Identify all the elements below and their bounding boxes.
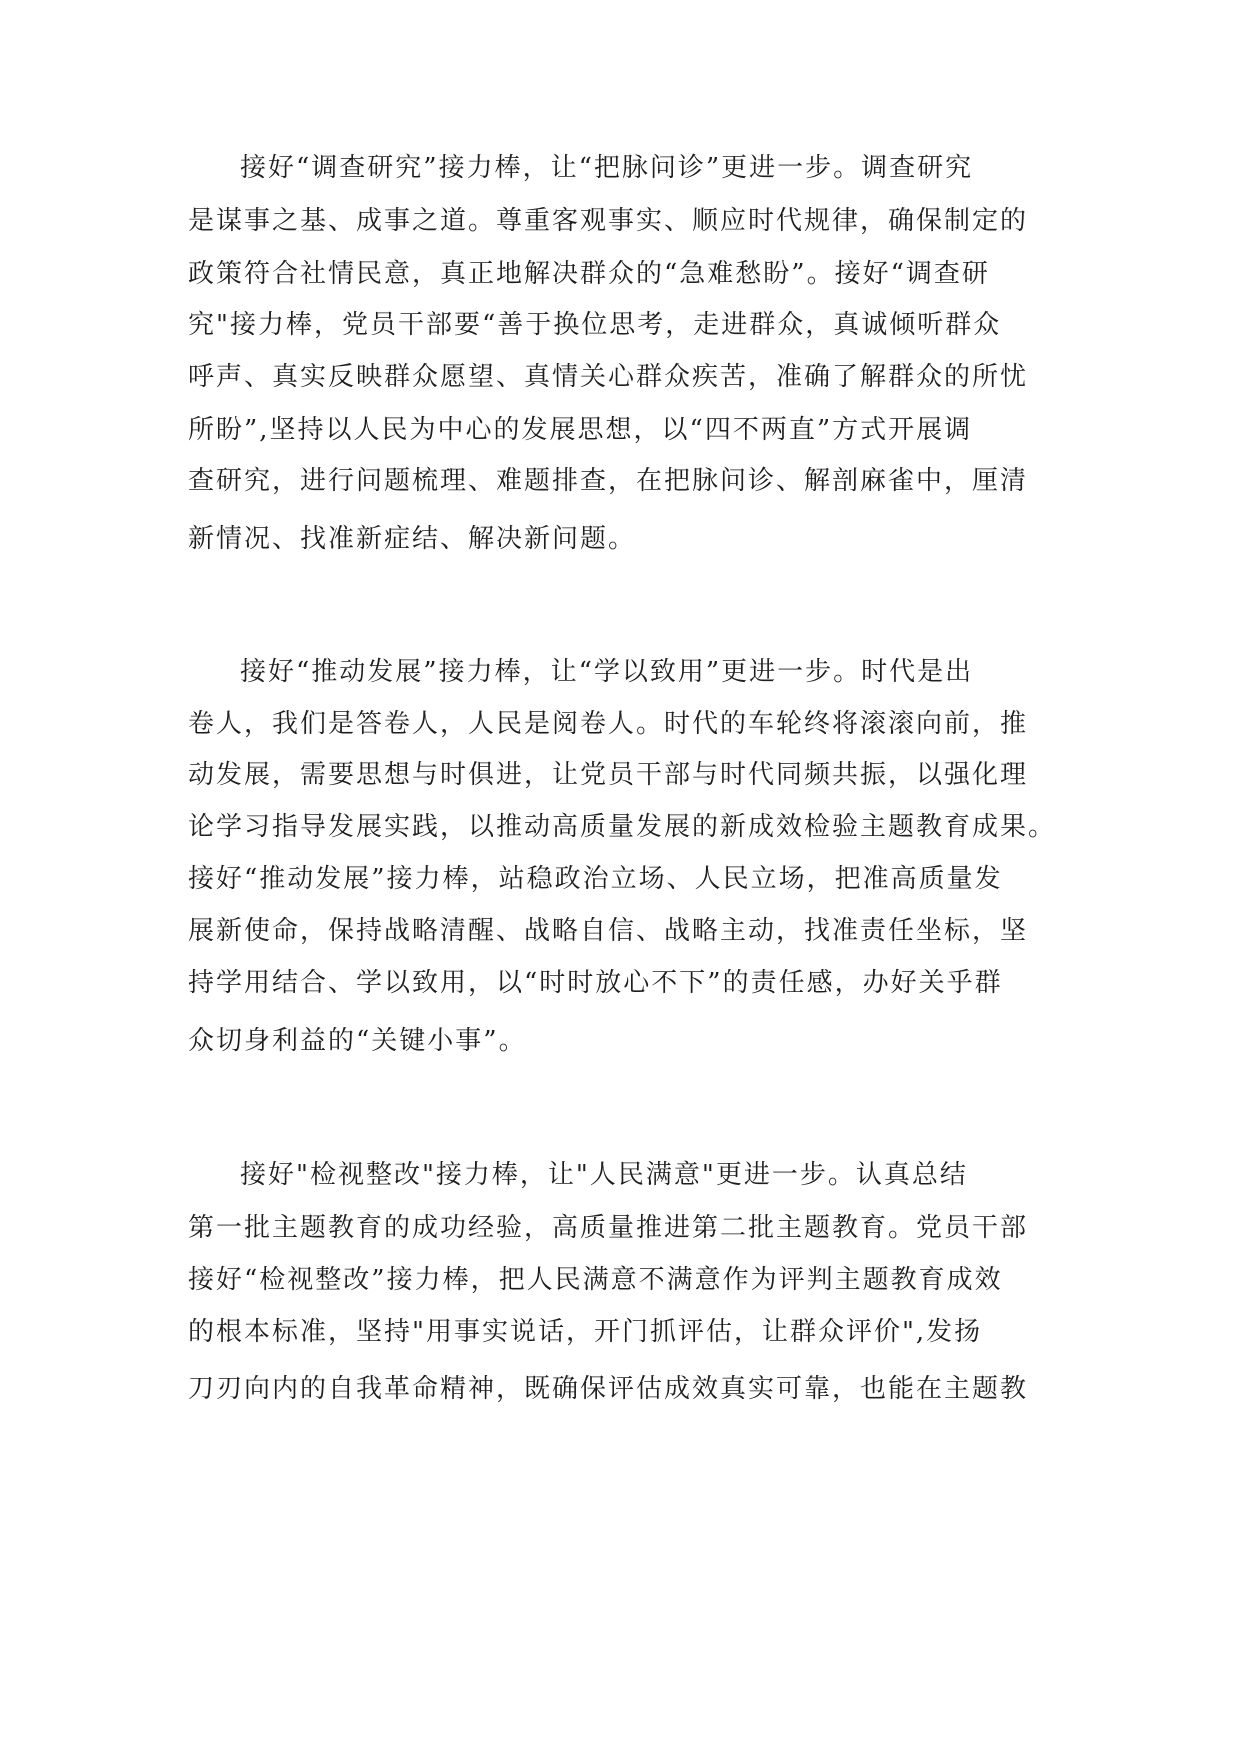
text-line: 接好"检视整改"接力棒，让"人民满意"更进一步。认真总结 — [240, 1160, 968, 1190]
text-line: 展新使命，保持战略清醒、战略自信、战略主动，找准责任坐标，坚 — [188, 916, 1029, 946]
text-line: 众切身利益的“关键小事”。 — [188, 1026, 527, 1056]
text-line: 接好“推动发展”接力棒，让“学以致用”更进一步。时代是出 — [240, 657, 974, 687]
text-line: 是谋事之基、成事之道。尊重客观事实、顺应时代规律，确保制定的 — [188, 206, 1029, 236]
text-line: 查研究，进行问题梳理、难题排查，在把脉问诊、解剖麻雀中，厘清 — [188, 466, 1029, 496]
text-line: 接好“检视整改”接力棒，把人民满意不满意作为评判主题教育成效 — [188, 1265, 1003, 1295]
text-line: 新情况、找准新症结、解决新问题。 — [188, 524, 637, 554]
text-line: 政策符合社情民意，真正地解决群众的“急难愁盼”。接好“调查研 — [188, 259, 990, 289]
text-line: 卷人，我们是答卷人，人民是阅卷人。时代的车轮终将滚滚向前，推 — [188, 709, 1029, 739]
text-line: 所盼”,坚持以人民为中心的发展思想，以“四不两直”方式开展调 — [188, 415, 973, 445]
text-line: 接好“推动发展”接力棒，站稳政治立场、人民立场，把准高质量发 — [188, 864, 1003, 894]
text-line: 究"接力棒，党员干部要“善于换位思考，走进群众，真诚倾听群众 — [188, 310, 1002, 340]
text-line: 接好“调查研究”接力棒，让“把脉问诊”更进一步。调查研究 — [240, 153, 974, 183]
text-line: 论学习指导发展实践，以推动高质量发展的新成效检验主题教育成果。 — [188, 812, 1057, 842]
text-line: 呼声、真实反映群众愿望、真情关心群众疾苦，准确了解群众的所忧 — [188, 362, 1029, 392]
text-line: 的根本标准，坚持"用事实说话，开门抓评估，让群众评价",发扬 — [188, 1317, 983, 1347]
text-line: 第一批主题教育的成功经验，高质量推进第二批主题教育。党员干部 — [188, 1213, 1029, 1243]
text-line: 刀刃向内的自我革命精神，既确保评估成效真实可靠，也能在主题教 — [188, 1374, 1029, 1404]
text-line: 持学用结合、学以致用，以“时时放心不下”的责任感，办好关乎群 — [188, 968, 1003, 998]
text-line: 动发展，需要思想与时俱进，让党员干部与时代同频共振，以强化理 — [188, 760, 1029, 790]
